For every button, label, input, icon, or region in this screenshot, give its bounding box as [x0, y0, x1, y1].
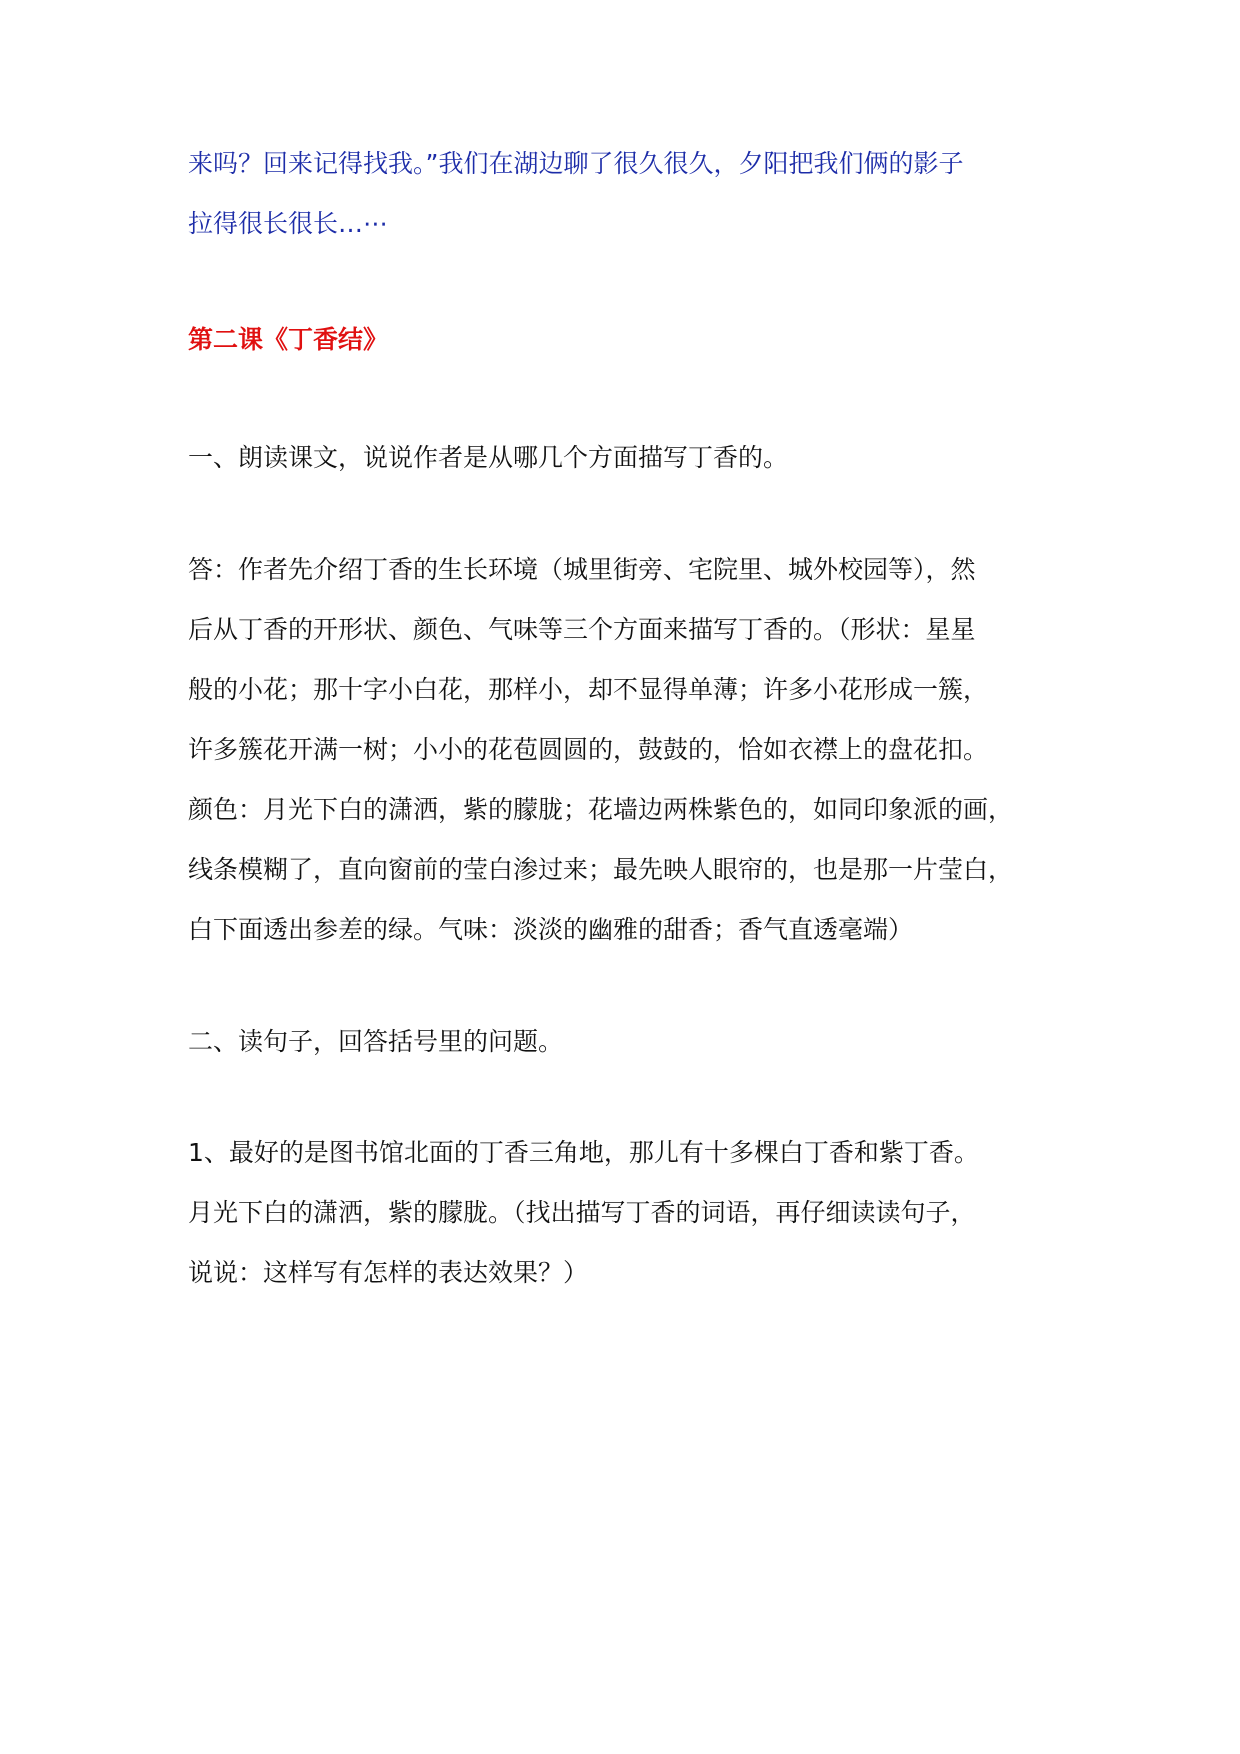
- answer-line: 答：作者先介绍丁香的生长环境（城里街旁、宅院里、城外校园等），然: [188, 555, 976, 584]
- answer-line: 许多簇花开满一树；小小的花苞圆圆的，鼓鼓的，恰如衣襟上的盘花扣。: [188, 735, 989, 764]
- item-line: 1、最好的是图书馆北面的丁香三角地，那儿有十多棵白丁香和紫丁香。: [188, 1138, 979, 1167]
- item-line: 月光下白的潇洒，紫的朦胧。（找出描写丁香的词语，再仔细读读句子，: [188, 1198, 976, 1227]
- story-continuation: [188, 134, 1068, 254]
- question-1-text: 一、朗读课文，说说作者是从哪几个方面描写丁香的。: [188, 443, 789, 472]
- answer-line: 般的小花；那十字小白花，那样小，却不显得单薄；许多小花形成一簇，: [188, 675, 989, 704]
- answer-line: 后从丁香的开形状、颜色、气味等三个方面来描写丁香的。（形状：星星: [188, 615, 976, 644]
- answer-1: [188, 540, 1068, 960]
- item-1: [188, 1123, 1068, 1303]
- answer-line: 颜色：月光下白的潇洒，紫的朦胧；花墙边两株紫色的，如同印象派的画，: [188, 795, 1014, 824]
- question-2: [188, 1012, 1068, 1072]
- story-line: 来吗？回来记得找我。”我们在湖边聊了很久很久，夕阳把我们俩的影子: [188, 149, 964, 178]
- answer-line: 白下面透出参差的绿。气味：淡淡的幽雅的甜香；香气直透毫端）: [188, 915, 914, 944]
- item-line: 说说：这样写有怎样的表达效果？）: [188, 1258, 589, 1287]
- answer-line: 线条模糊了，直向窗前的莹白渗过来；最先映人眼帘的，也是那一片莹白，: [188, 855, 1014, 884]
- question-1: [188, 428, 1068, 488]
- lesson-title: [188, 310, 1068, 370]
- story-line: 拉得很长很长…⋯: [188, 209, 389, 238]
- lesson-title-text: 第二课《丁香结》: [188, 325, 389, 354]
- question-2-text: 二、读句子，回答括号里的问题。: [188, 1027, 564, 1056]
